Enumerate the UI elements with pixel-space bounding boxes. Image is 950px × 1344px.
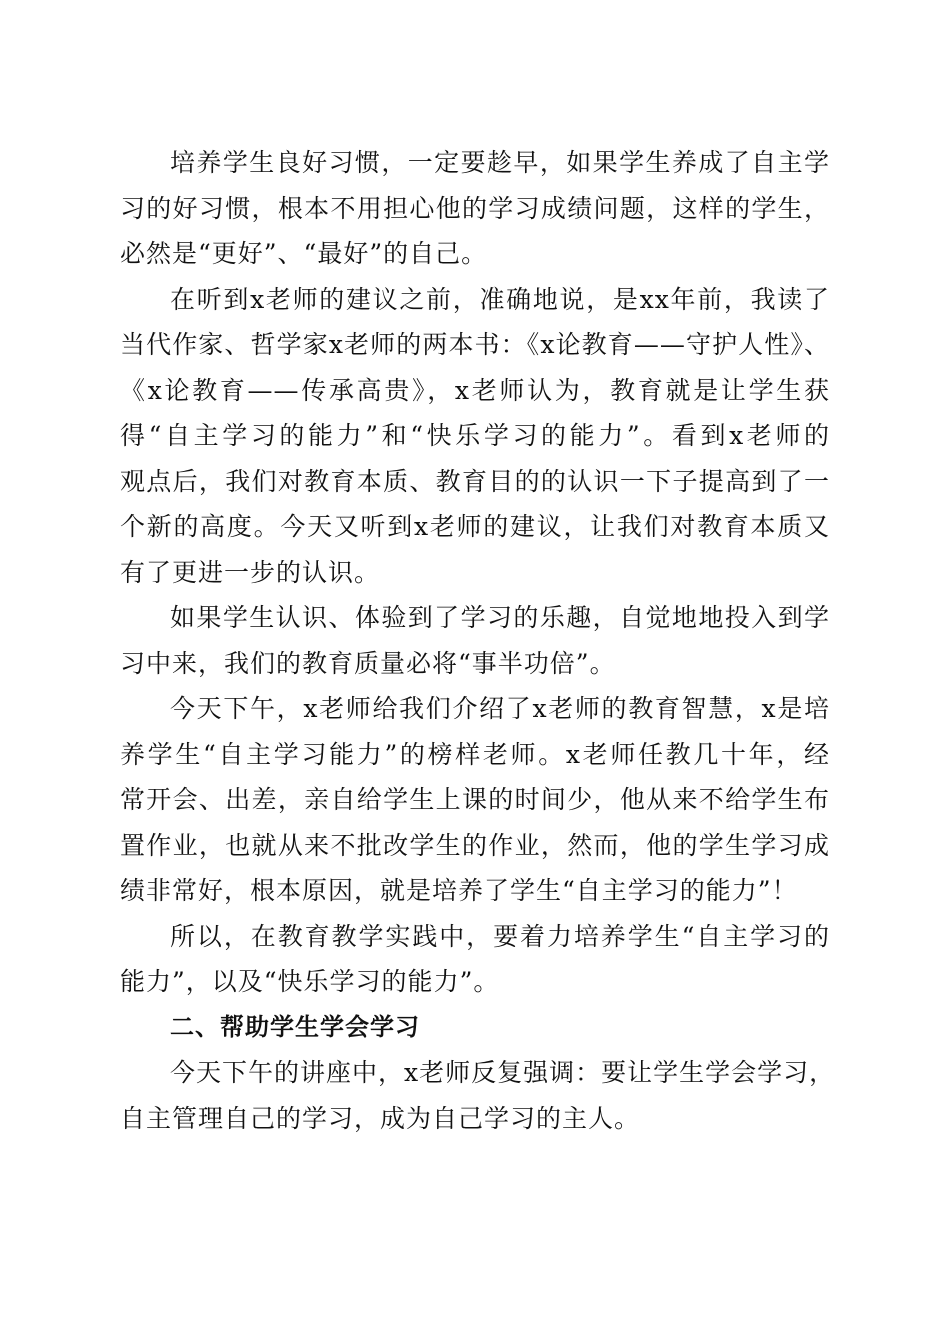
paragraph-3-line-1: 如果学生认识、体验到了学习的乐趣，自觉地地投入到学 bbox=[170, 603, 830, 632]
paragraph-1-line-1: 培养学生良好习惯，一定要趁早，如果学生养成了自主学 bbox=[170, 148, 830, 177]
paragraph-2-line-7: 有了更进一步的认识。 bbox=[120, 557, 381, 587]
paragraph-1-line-2: 习的好习惯，根本不用担心他的学习成绩问题，这样的学生， bbox=[120, 193, 830, 223]
section-heading: 二、帮助学生学会学习 bbox=[170, 1012, 420, 1041]
paragraph-6-line-1: 今天下午的讲座中，x老师反复强调：要让学生学会学习， bbox=[170, 1058, 836, 1087]
paragraph-2-line-2: 当代作家、哲学家x老师的两本书：《x论教育——守护人性》、 bbox=[120, 330, 830, 359]
paragraph-4-line-2: 养学生“自主学习能力”的榜样老师。x老师任教几十年，经 bbox=[120, 739, 830, 769]
paragraph-1-line-3: 必然是“更好”、“最好”的自己。 bbox=[120, 239, 488, 268]
paragraph-2-line-3: 《x论教育——传承高贵》，x老师认为，教育就是让学生获 bbox=[120, 375, 830, 405]
document-body bbox=[120, 140, 836, 1141]
paragraph-4-line-3: 常开会、出差，亲自给学生上课的时间少，他从来不给学生布 bbox=[120, 785, 830, 814]
paragraph-2-line-5: 观点后，我们对教育本质、教育目的的认识一下子提高到了一 bbox=[120, 466, 830, 496]
paragraph-2-line-6: 个新的高度。今天又听到x老师的建议，让我们对教育本质又 bbox=[120, 512, 830, 541]
paragraph-6-line-2: 自主管理自己的学习，成为自己学习的主人。 bbox=[120, 1103, 641, 1133]
paragraph-4-line-1: 今天下午，x老师给我们介绍了x老师的教育智慧，x是培 bbox=[170, 694, 830, 723]
paragraph-4-line-4: 置作业，也就从来不批改学生的作业，然而，他的学生学习成 bbox=[120, 830, 830, 860]
paragraph-2-line-4: 得“自主学习的能力”和“快乐学习的能力”。看到x老师的 bbox=[120, 421, 830, 450]
paragraph-2-line-1: 在听到x老师的建议之前，准确地说，是xx年前，我读了 bbox=[170, 284, 830, 314]
paragraph-4-line-5: 绩非常好，根本原因，就是培养了学生“自主学习的能力”！ bbox=[120, 876, 798, 905]
paragraph-5-line-1: 所以，在教育教学实践中，要着力培养学生“自主学习的 bbox=[170, 921, 830, 951]
paragraph-5-line-2: 能力”，以及“快乐学习的能力”。 bbox=[120, 967, 500, 996]
paragraph-3-line-2: 习中来，我们的教育质量必将“事半功倍”。 bbox=[120, 648, 616, 678]
